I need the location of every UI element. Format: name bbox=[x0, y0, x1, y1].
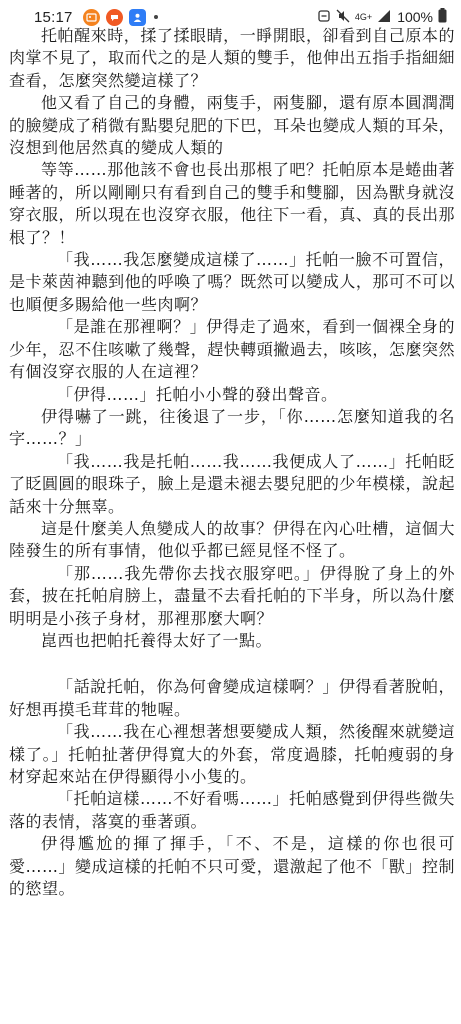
mute-icon bbox=[336, 9, 350, 26]
story-paragraph: 「我……我是托帕……我……我便成人了……」托帕眨了眨圓圓的眼珠子，臉上是還未褪去嬰兒肥的少年模樣，說起話來十分無辜。 bbox=[9, 451, 455, 516]
story-paragraph: 伊得尷尬的揮了揮手，「不、不是，這樣的你也很可愛……」變成這樣的托帕不只可愛，還激起了他不「獸」控制的慾望。 bbox=[9, 834, 455, 899]
status-time: 15:17 bbox=[34, 8, 73, 26]
story-paragraph: 崑西也把帕托養得太好了一點。 bbox=[41, 630, 273, 650]
gallery-app-icon bbox=[83, 9, 100, 26]
story-paragraph: 這是什麼美人魚變成人的故事？伊得在內心吐槽，這個大陸發生的所有事情，他似乎都已經見怪不怪了。 bbox=[9, 518, 455, 561]
story-paragraph: 等等……那他該不會也長出那根了吧？托帕原本是蜷曲著睡著的，所以剛剛只有看到自己的雙手和雙腳，因為獸身就沒穿衣服，所以現在也沒穿衣服，他往下一看，真、真的長出那根了？！ bbox=[9, 160, 455, 247]
battery-percentage: 100% bbox=[397, 9, 433, 25]
story-paragraph: 伊得嚇了一跳，往後退了一步，「你……怎麼知道我的名字……？」 bbox=[9, 406, 455, 449]
messenger-app-icon bbox=[106, 9, 123, 26]
story-paragraph: 「我……我怎麼變成這樣了……」托帕一臉不可置信，是卡萊茵神聽到他的呼喚了嗎？既然可以變成人，那可不可以也順便多賜給他一些肉啊？ bbox=[9, 250, 455, 314]
story-paragraph: 「我……我在心裡想著想要變成人類，然後醒來就變這樣了。」托帕扯著伊得寬大的外套，常度過膝，托帕瘦弱的身材穿起來站在伊得顯得小小隻的。 bbox=[9, 722, 455, 786]
user-app-icon bbox=[129, 9, 146, 26]
more-dot-icon bbox=[154, 15, 158, 19]
story-paragraph: 「托帕這樣……不好看嗎……」托帕感覺到伊得些微失落的表情，落寞的垂著頭。 bbox=[9, 789, 455, 831]
network-type-label: 4G+ bbox=[354, 11, 373, 22]
story-paragraph: 他又看了自己的身體，兩隻手，兩隻腳，還有原本圓潤潤的臉變成了稍微有點嬰兒肥的下巴，耳朵也變成人類的耳朵，沒想到他居然真的變成人類的 bbox=[9, 93, 455, 158]
do-not-disturb-icon bbox=[317, 9, 331, 26]
signal-icon bbox=[377, 9, 391, 26]
battery-icon bbox=[438, 8, 447, 26]
story-paragraph: 托帕醒來時，揉了揉眼睛，一睜開眼，卻看到自己原本的肉掌不見了，取而代之的是人類的雙手，他伸出五指手指細細查看，怎麼突然變這樣了？ bbox=[9, 26, 455, 90]
story-text-area bbox=[0, 25, 461, 900]
story-paragraph: 「是誰在那裡啊？」伊得走了過來，看到一個裸全身的少年，忍不住咳嗽了幾聲，趕快轉頭撇過去，咳咳，怎麼突然有個沒穿衣服的人在這裡？ bbox=[9, 317, 455, 382]
status-left-group bbox=[34, 9, 158, 26]
status-right-group bbox=[317, 8, 447, 26]
story-paragraph: 「那……我先帶你去找衣服穿吧。」伊得脫了身上的外套，披在托帕肩膀上，盡量不去看托帕的下半身，所以為什麼明明是小孩子身材，那裡那麼大啊？ bbox=[9, 563, 455, 628]
paragraph-spacer bbox=[9, 652, 455, 676]
story-paragraph: 「話說托帕，你為何會變成這樣啊？」伊得看著脫帕，好想再摸毛茸茸的牠喔。 bbox=[9, 677, 455, 719]
story-paragraph: 「伊得……」托帕小小聲的發出聲音。 bbox=[57, 384, 338, 404]
